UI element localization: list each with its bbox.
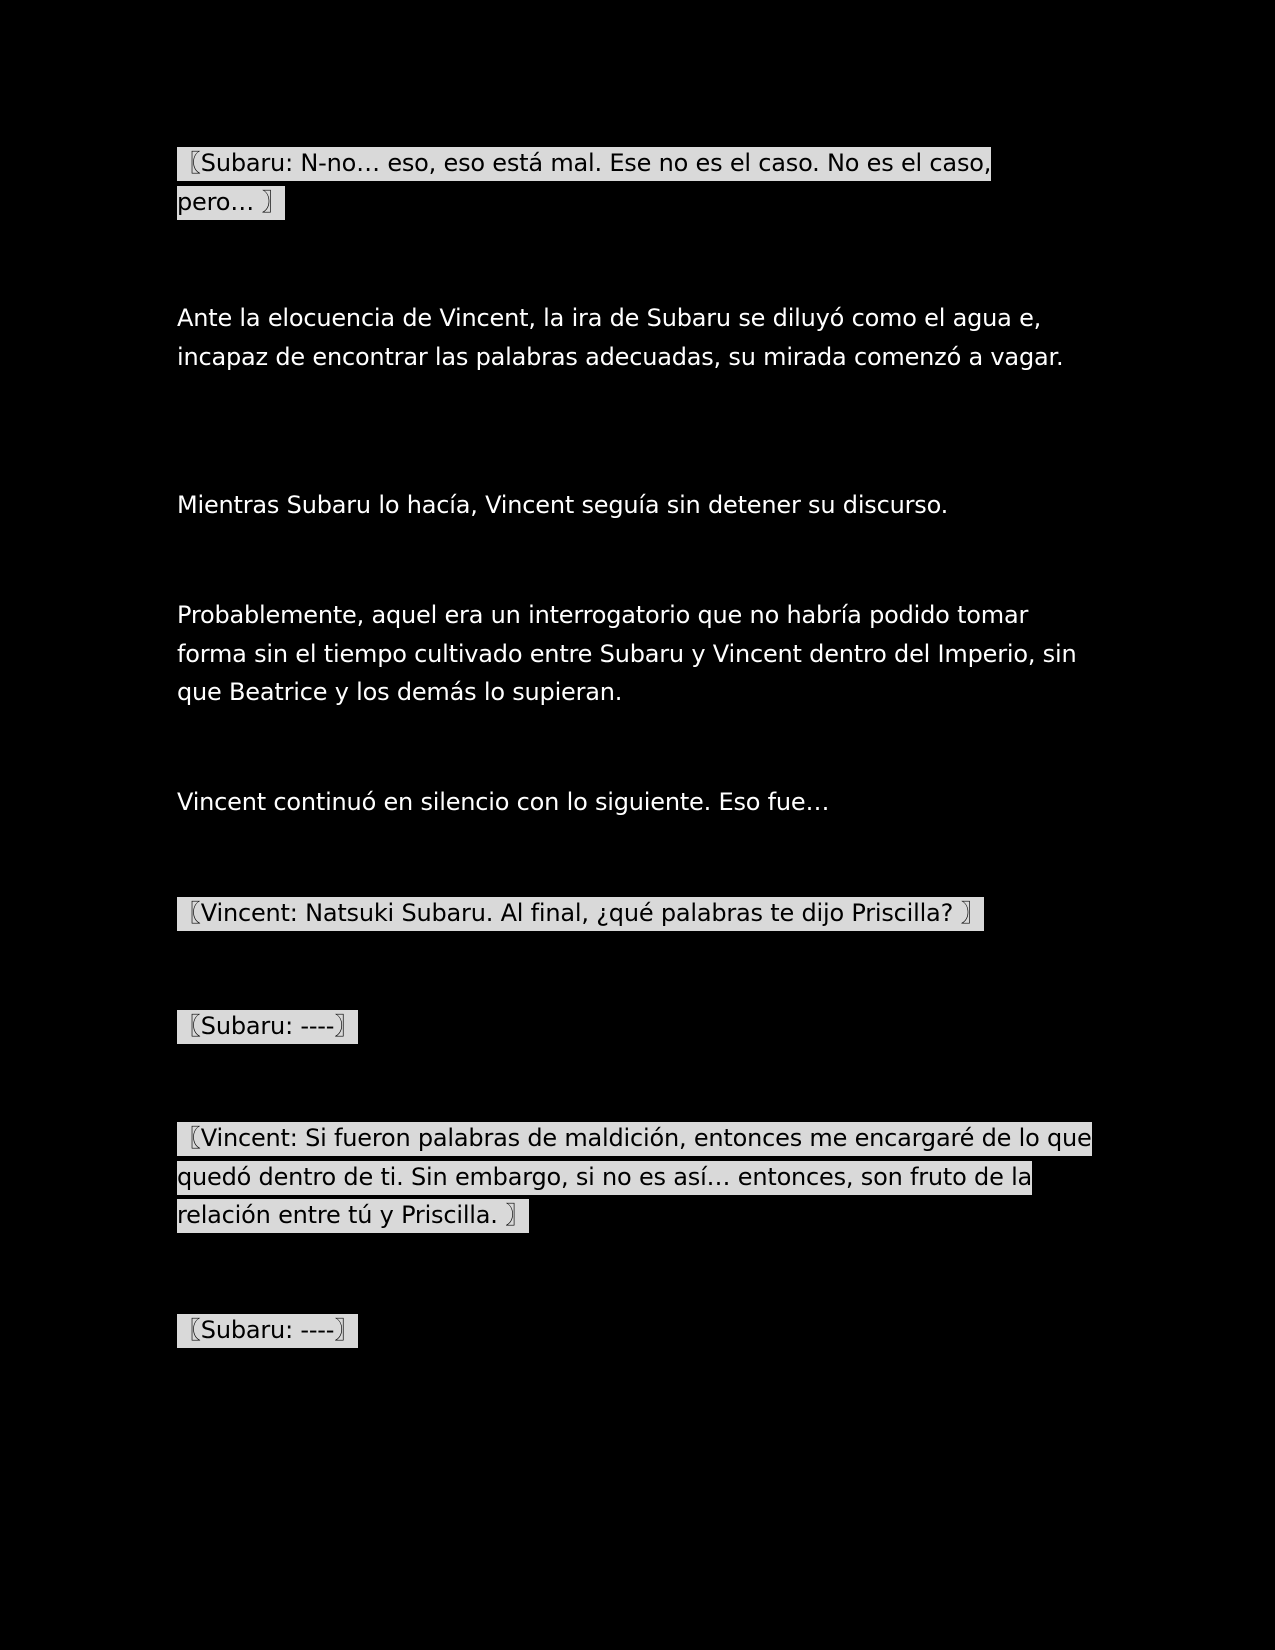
dialogue-paragraph	[177, 1311, 1097, 1350]
narration-paragraph: Vincent continuó en silencio con lo siguiente. Eso fue…	[177, 788, 830, 816]
dialogue-text: 〖Subaru: ----〗	[177, 1010, 358, 1044]
narration-paragraph: Mientras Subaru lo hacía, Vincent seguía sin detener su discurso.	[177, 491, 949, 519]
dialogue-paragraph	[177, 144, 1057, 221]
dialogue-text: 〖Vincent: Natsuki Subaru. Al final, ¿qué palabras te dijo Priscilla? 〗	[177, 897, 984, 931]
dialogue-paragraph	[177, 894, 1097, 933]
dialogue-text: 〖Subaru: N-no… eso, eso está mal. Ese no es el caso. No es el caso, pero… 〗	[177, 147, 991, 220]
narration-paragraph: Ante la elocuencia de Vincent, la ira de Subaru se diluyó como el agua e, incapaz de encontrar las palabras adecuadas, su mirada comenzó a vagar.	[177, 304, 1064, 371]
narration-paragraph: Probablemente, aquel era un interrogatorio que no habría podido tomar forma sin el tiempo cultivado entre Subaru y Vincent dentro del Imperio, sin que Beatrice y los demás lo supieran.	[177, 601, 1077, 706]
dialogue-text: 〖Subaru: ----〗	[177, 1314, 358, 1348]
dialogue-text: 〖Vincent: Si fueron palabras de maldición, entonces me encargaré de lo que quedó dentro de ti. Sin embargo, si no es así… entonces, son fruto de la relación entre tú y Priscilla. 〗	[177, 1122, 1092, 1233]
dialogue-paragraph	[177, 1119, 1097, 1235]
dialogue-paragraph	[177, 1007, 1097, 1046]
